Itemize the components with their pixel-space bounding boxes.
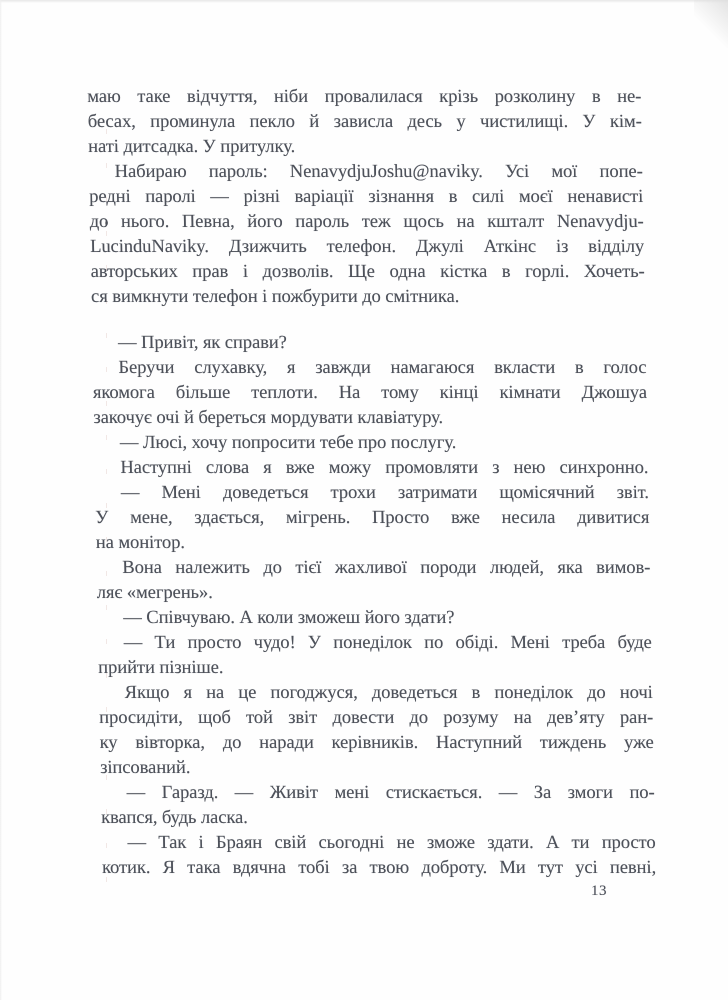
text-line: зіпсований. xyxy=(99,757,191,778)
text-line: Беручи слухавку, я завжди намагаюся вкласти в голос xyxy=(118,357,647,378)
text-line: бесах, проминула пекло й зависла десь у чистилищі. У кім- xyxy=(87,111,642,132)
text-line: квапся, будь ласка. xyxy=(100,807,248,828)
paragraph xyxy=(96,555,651,605)
text-line: — Ти просто чудо! У понеділок по обіді. Мені треба буде xyxy=(123,632,652,653)
text-line: ляє «мегрень». xyxy=(96,582,213,603)
scan-corner-shadow xyxy=(694,0,728,48)
paragraph xyxy=(97,630,652,680)
paragraph xyxy=(92,355,647,430)
text-line: редні паролі — різні варіації зізнання в силі моєї ненависті xyxy=(88,186,644,207)
text-line: ся вимкнути телефон і пожбурити до смітника. xyxy=(90,286,460,307)
text-line: ку вівторка, до наради керівників. Наступний тиждень уже xyxy=(99,732,654,753)
text-line: прийти пізніше. xyxy=(98,657,224,678)
text-line: закочує очі й береться мордувати клавіатуру. xyxy=(93,407,444,428)
text-line: — Люсі, хочу попросити тебе про послугу. xyxy=(119,432,457,453)
text-line: на монітор. xyxy=(95,532,186,553)
text-line: Вона належить до тієї жахливої породи людей, яка вимов- xyxy=(122,557,651,578)
paragraph xyxy=(98,680,654,780)
paragraph xyxy=(94,430,648,455)
page-text xyxy=(87,84,656,880)
text-line: просидіти, щоб той звіт довести до розуму на дев’яту ран- xyxy=(98,707,654,728)
paragraph xyxy=(97,605,651,630)
text-line: — Мені доведеться трохи затримати щомісячний звіт. xyxy=(120,482,650,503)
text-line: LucinduNaviky. Дзижчить телефон. Джулі Аткінс із відділу xyxy=(89,236,645,257)
text-line: — Співчуваю. А коли зможеш його здати? xyxy=(123,607,455,628)
text-line: — Так і Браян свій сьогодні не зможе здати. А ти просто xyxy=(127,832,656,853)
paragraph xyxy=(87,84,642,159)
scan-top-edge-artifact xyxy=(0,0,728,3)
paragraph xyxy=(94,455,648,480)
text-line: Набираю пароль: NenavydjuJoshu@naviky. Усі мої попе- xyxy=(114,161,643,182)
paragraph xyxy=(100,780,655,830)
paragraph xyxy=(101,830,656,880)
text-line: до нього. Певна, його пароль теж щось на кшталт Nenavydju- xyxy=(89,211,644,232)
scene-break xyxy=(91,309,645,330)
text-line: якомога більше теплоти. На тому кінці кімнати Джошуа xyxy=(92,382,648,403)
scan-left-edge-artifact xyxy=(0,0,2,1000)
paragraph xyxy=(88,159,645,309)
text-line: авторських прав і дозволів. Ще одна кістка в горлі. Хочеть- xyxy=(90,261,645,282)
text-line: котик. Я така вдячна тобі за твою доброту. Ми тут усі певні, xyxy=(101,857,657,878)
text-line: — Гаразд. — Живіт мені стискається. — За змоги по- xyxy=(126,782,655,803)
text-line: Наступні слова я вже можу промовляти з нею синхронно. xyxy=(120,457,649,478)
text-line: наті дитсадка. У притулку. xyxy=(87,136,296,157)
text-line: — Привіт, як справи? xyxy=(117,332,288,353)
text-line: Якщо я на це погоджуся, доведеться в понеділок до ночі xyxy=(124,682,653,703)
paragraph xyxy=(92,330,646,355)
page-number: 13 xyxy=(591,883,607,899)
text-line: маю таке відчуття, ніби провалилася крізь розколину в не- xyxy=(87,86,642,107)
text-line: У мене, здається, мігрень. Просто вже несила дивитися xyxy=(95,507,650,528)
paragraph xyxy=(95,480,650,555)
